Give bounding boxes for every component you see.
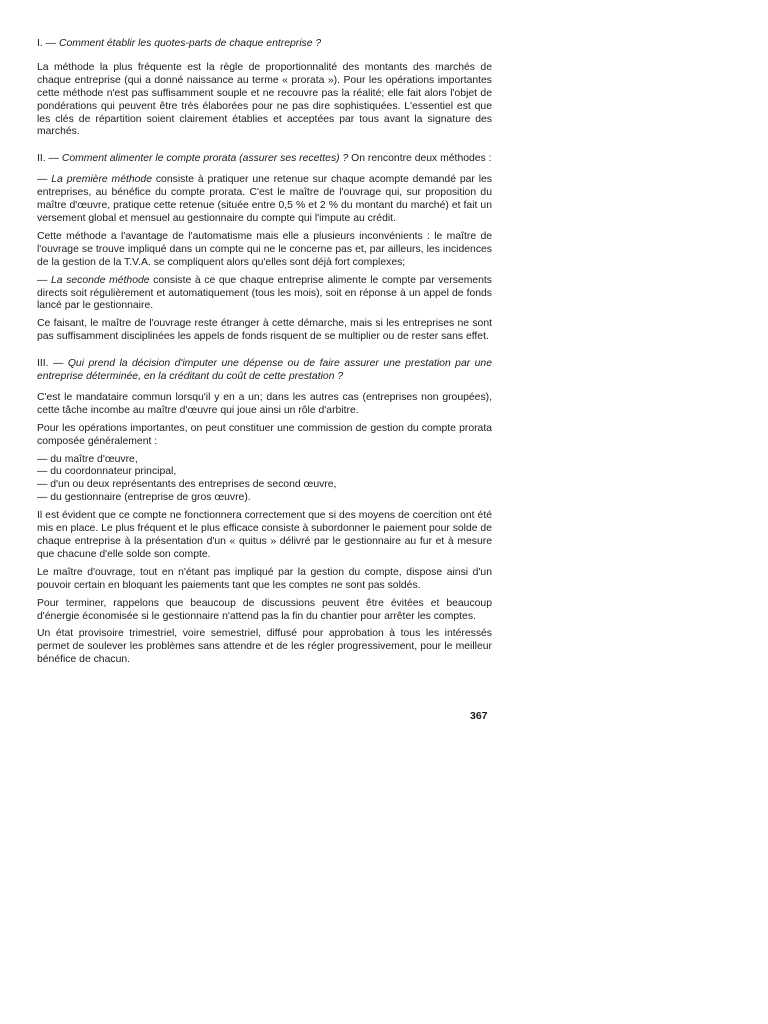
section-3-paragraph-3: Il est évident que ce compte ne fonctionnera correctement que si des moyens de coercition ont été mis en place. Le plus fréquent et le plus efficace consiste à subordonner le paiement pour solde de chaque entreprise à la présentation d'un « quitus » délivré par le gestionnaire au fur et à mesure que chacune d'elle solde son compte. bbox=[37, 510, 492, 560]
section-3-paragraph-1: C'est le mandataire commun lorsqu'il y en a un; dans les autres cas (entreprises non groupées), cette tâche incombe au maître d'œuvre qui joue ainsi un rôle d'arbitre. bbox=[37, 391, 492, 416]
list-item: — d'un ou deux représentants des entreprises de second œuvre, bbox=[37, 479, 337, 491]
method-2-lead: — bbox=[37, 274, 52, 286]
method-2-title: La seconde méthode bbox=[51, 274, 150, 286]
page-number: 367 bbox=[470, 710, 488, 722]
section-3-paragraph-6: Un état provisoire trimestriel, voire semestriel, diffusé pour approbation à tous les intéressés permet de soulever les problèmes sans attendre et de les régler progressivement, pour le meilleur bénéfice de chacun. bbox=[37, 628, 492, 666]
commission-members-list bbox=[37, 454, 492, 506]
section-3-title: Qui prend la décision d'imputer une dépense ou de faire assurer une prestation par une entreprise déterminée, en la créditant du coût de cette prestation ? bbox=[37, 358, 492, 383]
method-1-title: La première méthode bbox=[51, 174, 152, 186]
section-3-number: III. — bbox=[37, 358, 64, 370]
method-2-note: Ce faisant, le maître de l'ouvrage reste étranger à cette démarche, mais si les entreprises ne sont pas suffisamment disciplinées les appels de fonds risquent de se multiplier ou de rester sans effet. bbox=[37, 318, 492, 343]
method-1-advantage: Cette méthode a l'avantage de l'automatisme mais elle a plusieurs inconvénients : le maître de l'ouvrage se trouve impliqué dans un compte qui ne le concerne pas et, par ailleurs, les incidences de la gestion de la T.V.A. se compliquent alors qu'elles sont déjà fort complexes; bbox=[37, 230, 492, 268]
method-2-paragraph bbox=[37, 275, 492, 314]
section-3-heading bbox=[37, 358, 492, 384]
method-2-text: consiste à ce que chaque entreprise alimente le compte par versements directs soit régulièrement et automatiquement (tous les mois), soit en réponse à un appel de fonds lancé par le gestionnaire. bbox=[37, 274, 492, 312]
method-1-paragraph bbox=[37, 174, 492, 226]
section-3-paragraph-4: Le maître d'ouvrage, tout en n'étant pas impliqué par la gestion du compte, dispose ainsi d'un pouvoir certain en bloquant les paiements tant que les comptes ne sont pas soldés. bbox=[37, 566, 492, 591]
method-1-lead: — bbox=[37, 174, 52, 186]
section-2-title-tail: On rencontre deux méthodes : bbox=[351, 153, 492, 165]
document-page bbox=[37, 38, 492, 672]
section-2-heading bbox=[37, 153, 492, 166]
section-3-paragraph-5: Pour terminer, rappelons que beaucoup de discussions peuvent être évitées et beaucoup d'énergie économisée si le gestionnaire n'attend pas la fin du chantier pour arrêter les comptes. bbox=[37, 597, 492, 622]
section-1-number: I. — bbox=[37, 38, 57, 49]
section-1-paragraph: La méthode la plus fréquente est la règle de proportionnalité des montants des marchés de chaque entreprise (qui a donné naissance au terme « prorata »). Pour les opérations importantes cette méthode n'est pas suffisamment souple et ne recouvre pas la réalité; elle fait alors l'objet de pondérations qui peuvent être très élaborées pour ne pas dire sophistiquées. L'essentiel est que les clés de répartition soient clairement établies et acceptées par tous avant la signature des marchés. bbox=[37, 61, 492, 138]
section-3-paragraph-2: Pour les opérations importantes, on peut constituer une commission de gestion du compte prorata composée généralement : bbox=[37, 422, 492, 447]
section-1-heading bbox=[37, 38, 492, 51]
section-2-number: II. — bbox=[37, 153, 59, 165]
section-1-title: Comment établir les quotes-parts de chaque entreprise ? bbox=[58, 38, 322, 49]
list-item: — du maître d'œuvre, bbox=[37, 453, 138, 465]
list-item: — du gestionnaire (entreprise de gros œuvre). bbox=[37, 492, 251, 504]
method-1-text: consiste à pratiquer une retenue sur chaque acompte demandé par les entreprises, au bénéfice du compte prorata. C'est le maître de l'ouvrage qui, sur proposition du maître d'œuvre, pratique cette retenue (située entre 0,5 % et 2 % du montant du marché) et fait un versement global et mensuel au gestionnaire du compte qui l'impute au crédit. bbox=[37, 174, 492, 224]
list-item: — du coordonnateur principal, bbox=[37, 466, 177, 478]
section-2-title: Comment alimenter le compte prorata (assurer ses recettes) ? bbox=[61, 153, 349, 165]
